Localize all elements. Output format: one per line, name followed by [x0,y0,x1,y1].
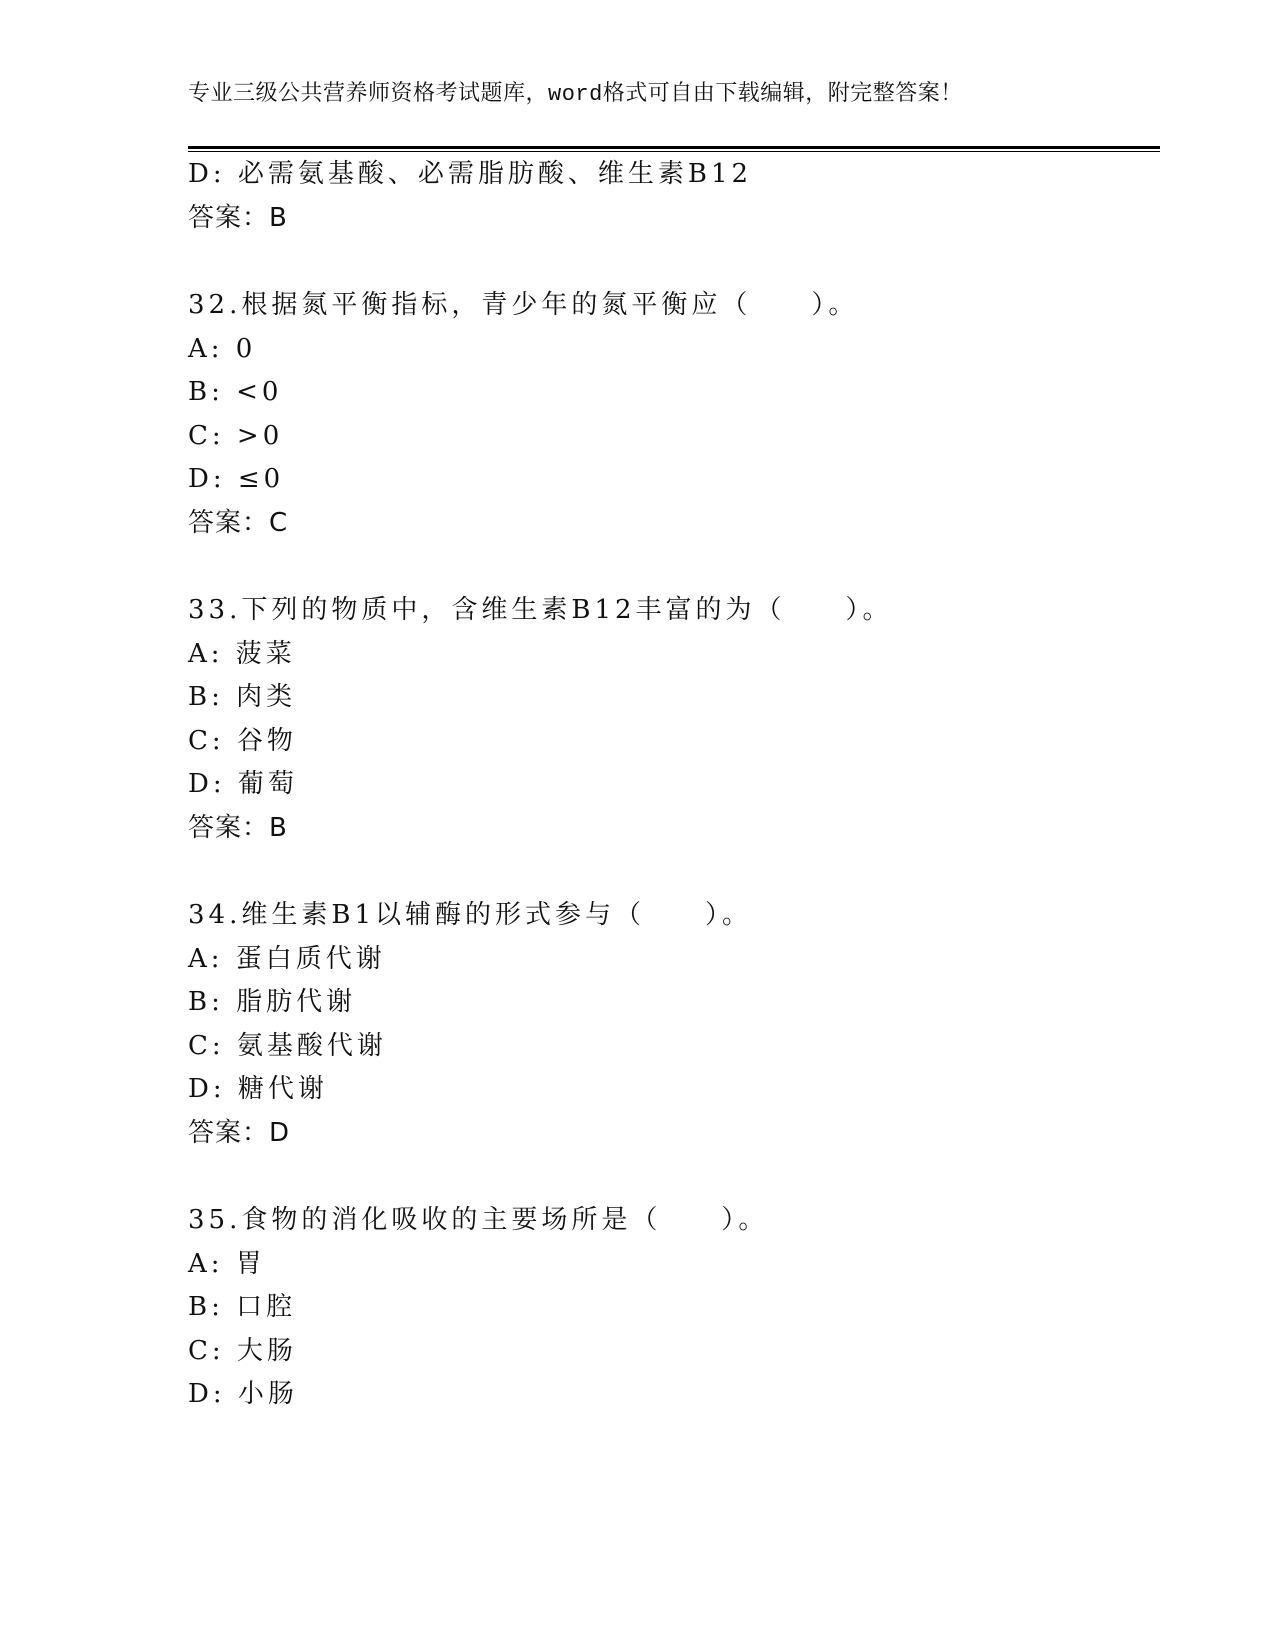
option-d: D: 必需氨基酸、必需脂肪酸、维生素B12 [188,159,753,189]
option-d: D: 葡萄 [188,769,298,799]
option-a: A: 蛋白质代谢 [188,944,386,974]
option-b: B: <0 [188,377,283,407]
option-c: C: 大肠 [188,1336,297,1366]
option-d: D: 小肠 [188,1379,298,1409]
header-divider [188,146,1160,152]
option-a: A: 胃 [188,1249,266,1279]
question-stem: 32.根据氮平衡指标，青少年的氮平衡应（ ）。 [188,290,859,320]
option-d: D: 糖代谢 [188,1074,328,1104]
header-divider-thin [188,151,1160,152]
option-b: B: 肉类 [188,682,297,712]
option-d: D: ≤0 [188,464,285,494]
answer-label: 答案：B [188,203,288,233]
option-a: A: 菠菜 [188,639,296,669]
answer-label: 答案：B [188,813,288,843]
answer-label: 答案：C [188,508,289,538]
option-b: B: 口腔 [188,1292,297,1322]
option-b: B: 脂肪代谢 [188,987,357,1017]
question-stem: 35.食物的消化吸收的主要场所是（ ）。 [188,1205,769,1235]
option-c: C: 氨基酸代谢 [188,1031,387,1061]
question-stem: 34.维生素B1以辅酶的形式参与（ ）。 [188,900,752,930]
answer-label: 答案：D [188,1118,291,1148]
page-header: 专业三级公共营养师资格考试题库，word格式可自由下载编辑，附完整答案！ [188,82,963,107]
option-c: C: >0 [188,421,284,451]
option-c: C: 谷物 [188,726,297,756]
option-a: A: 0 [188,334,257,364]
header-divider-thick [188,146,1160,149]
question-stem: 33.下列的物质中，含维生素B12丰富的为（ ）。 [188,595,893,625]
